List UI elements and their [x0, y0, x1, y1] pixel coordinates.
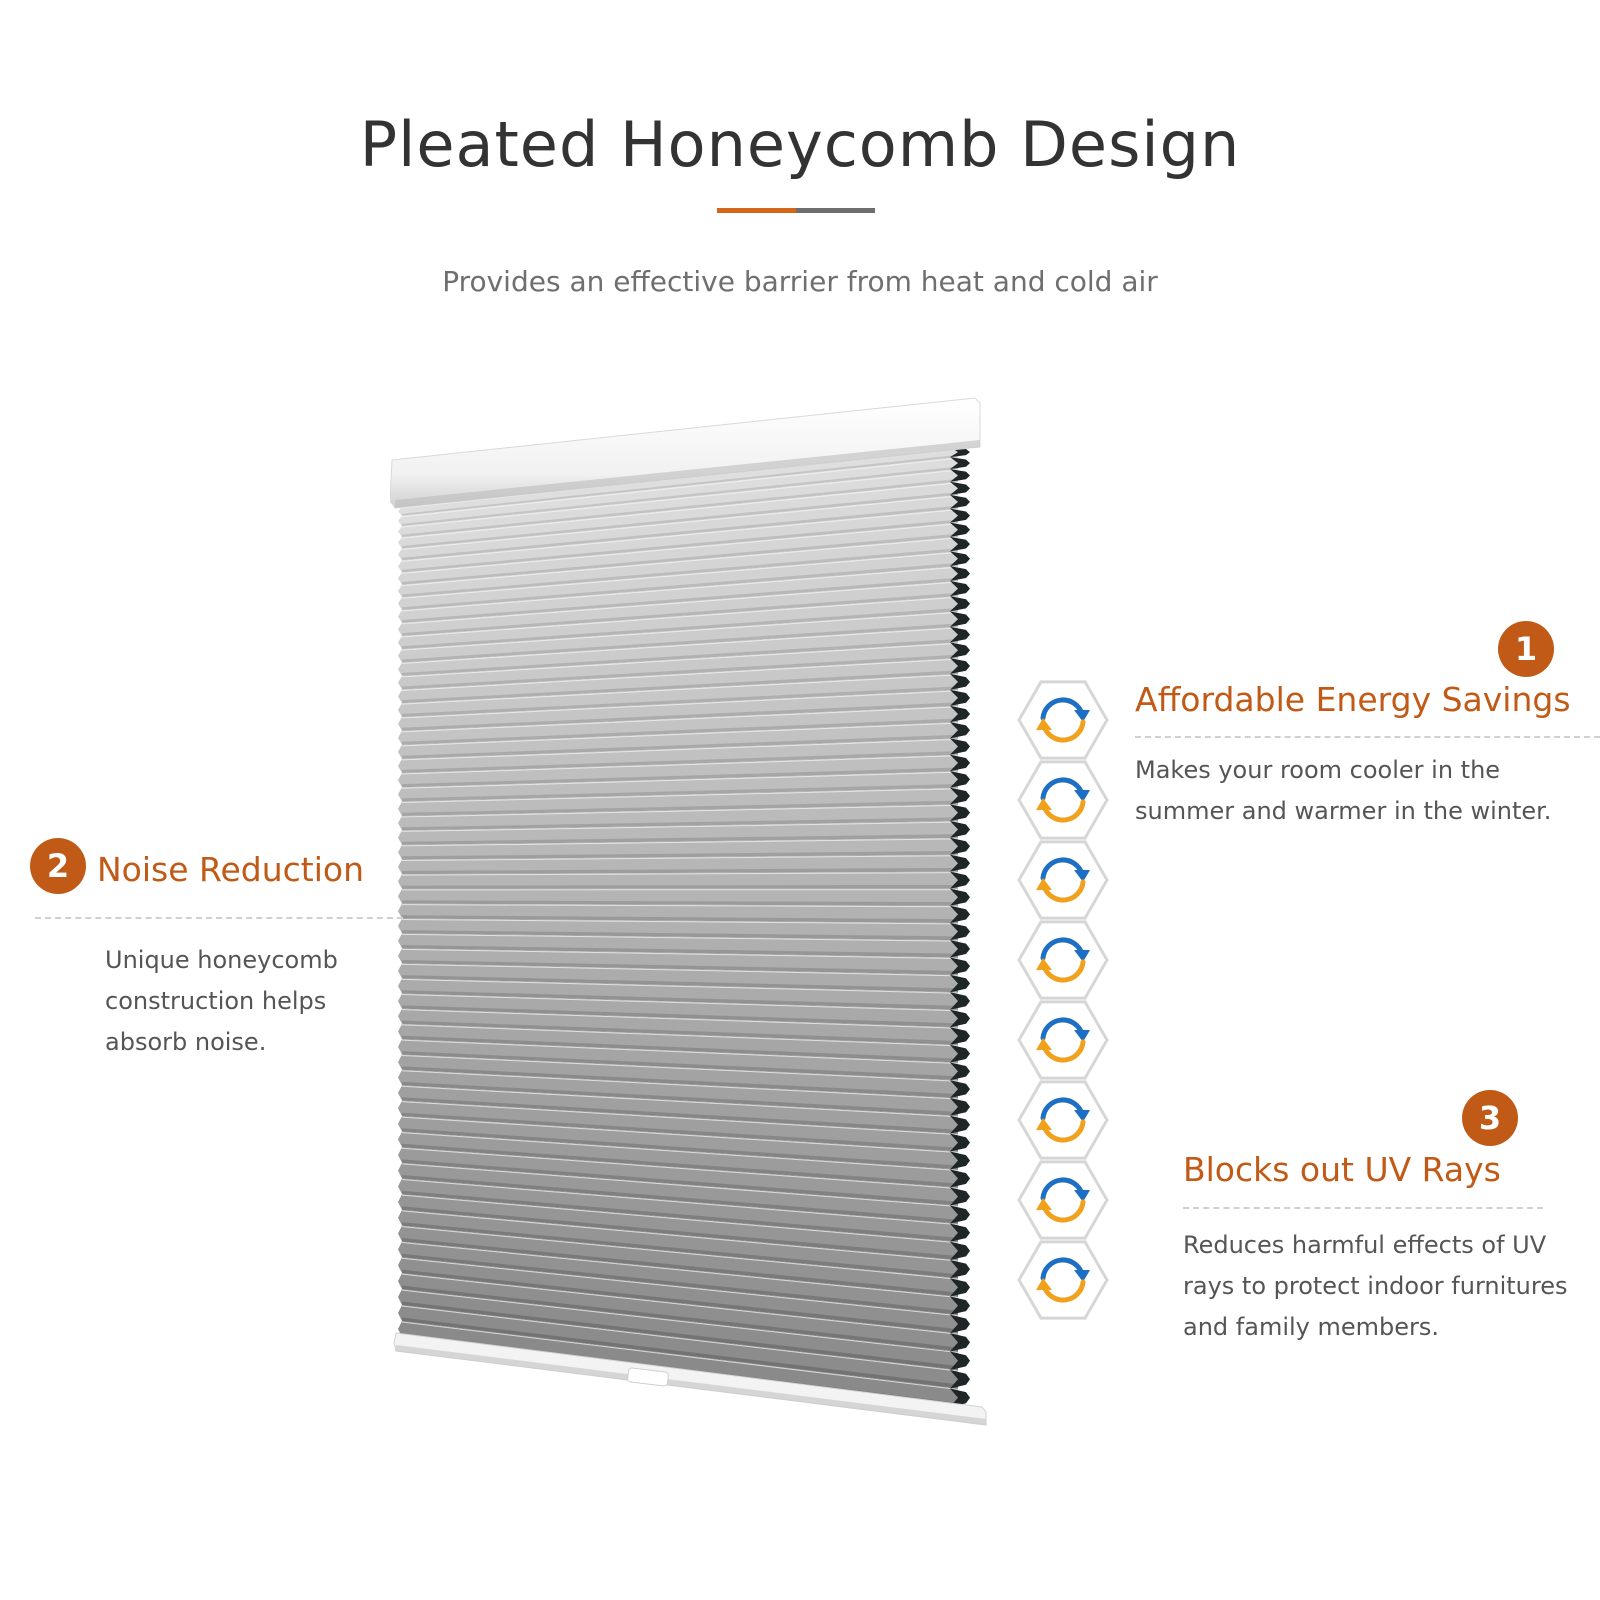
feature-2-title: Noise Reduction	[97, 850, 364, 889]
refresh-cycle-icon	[1019, 1242, 1107, 1318]
refresh-cycle-icon	[1019, 1082, 1107, 1158]
feature-3-description: Reduces harmful effects of UV rays to protect indoor furnitures and family members.	[1183, 1231, 1568, 1341]
refresh-cycle-icon	[1019, 762, 1107, 838]
cellular-shade-illustration	[390, 395, 1010, 1465]
refresh-cycle-icon	[1019, 922, 1107, 998]
refresh-cycle-icon	[1019, 1002, 1107, 1078]
feature-2-description: Unique honeycomb construction helps absorb noise.	[105, 946, 338, 1056]
hexagon-icon-column	[1015, 672, 1111, 1322]
underline-gray	[796, 208, 875, 213]
refresh-cycle-icon	[1019, 1162, 1107, 1238]
refresh-cycle-icon	[1019, 682, 1107, 758]
feature-2-number-badge: 2	[30, 838, 86, 894]
refresh-cycle-icon	[1019, 842, 1107, 918]
feature-1-title: Affordable Energy Savings	[1135, 680, 1571, 719]
feature-2-divider	[35, 917, 403, 919]
feature-3-divider	[1183, 1207, 1543, 1209]
underline-accent	[717, 208, 796, 213]
page-title: Pleated Honeycomb Design	[359, 108, 1241, 181]
feature-1-number-badge: 1	[1498, 621, 1554, 677]
shade-pleats	[398, 447, 958, 1407]
feature-1-description: Makes your room cooler in the summer and warmer in the winter.	[1135, 756, 1552, 825]
feature-1-divider	[1135, 736, 1600, 738]
feature-3-title: Blocks out UV Rays	[1183, 1150, 1501, 1189]
feature-3-number-badge: 3	[1462, 1090, 1518, 1146]
page-subtitle: Provides an effective barrier from heat and cold air	[442, 265, 1158, 298]
title-underline	[717, 208, 875, 213]
